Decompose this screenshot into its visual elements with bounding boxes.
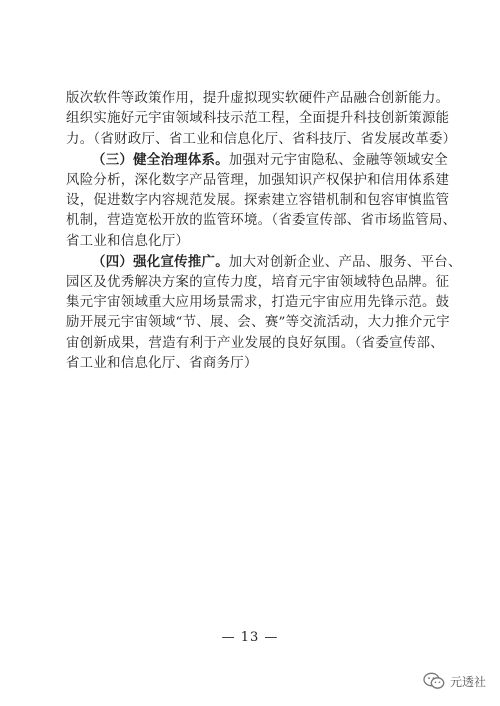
wechat-icon — [423, 672, 445, 690]
line-text: 力。（省财政厅、省工业和信息化厅、省科技厅、省发展改革委） — [66, 131, 457, 147]
text-line — [66, 293, 450, 313]
line-text: 励开展元宇宙领域“节、展、会、赛”等交流活动，大力推介元宇 — [66, 315, 450, 331]
text-line — [66, 130, 457, 150]
text-line — [66, 354, 444, 374]
watermark — [423, 670, 486, 692]
text-line — [66, 109, 450, 129]
text-line — [66, 89, 450, 109]
text-line — [66, 313, 450, 333]
line-text: 风险分析，深化数字产品管理，加强知识产权保护和信用体系建 — [66, 172, 450, 188]
text-line — [92, 252, 462, 272]
line-text: 组织实施好元宇宙领域科技示范工程，全面提升科技创新策源能 — [66, 111, 450, 127]
text-line — [92, 150, 448, 170]
line-text: 设，促进数字内容规范发展。探索建立容错机制和包容审慎监管 — [66, 193, 450, 208]
watermark-label: 元透社 — [449, 674, 486, 689]
section-number: （四） — [92, 254, 134, 271]
line-text: 集元宇宙领域重大应用场景需求，打造元宇宙应用先锋示范。鼓 — [66, 295, 450, 310]
text-line — [66, 232, 444, 252]
text-line — [66, 171, 450, 191]
line-text: 省工业和信息化厅） — [66, 233, 190, 249]
text-line — [66, 273, 450, 293]
text-line — [66, 191, 450, 211]
section-heading: 强化宣传推广。 — [133, 254, 229, 271]
page-number: — 13 — — [221, 630, 279, 645]
line-text: 加强对元宇宙隐私、金融等领域安全 — [228, 153, 448, 169]
text-line — [66, 211, 457, 231]
text-line — [66, 334, 444, 354]
line-text: 机制，营造宽松开放的监管环境。（省委宣传部、省市场监管局、 — [66, 213, 457, 229]
line-text: 园区及优秀解决方案的宣传力度，培育元宇宙领域特色品牌。征 — [66, 274, 450, 290]
section-number: （三） — [92, 152, 134, 169]
line-text: 加大对创新企业、产品、服务、平台、 — [228, 255, 462, 271]
line-text: 版次软件等政策作用，提升虚拟现实软硬件产品融合创新能力。 — [66, 91, 450, 106]
line-text: 省工业和信息化厅、省商务厅） — [66, 356, 258, 372]
line-text: 宙创新成果，营造有利于产业发展的良好氛围。（省委宣传部、 — [66, 335, 444, 351]
section-heading: 健全治理体系。 — [133, 152, 229, 169]
